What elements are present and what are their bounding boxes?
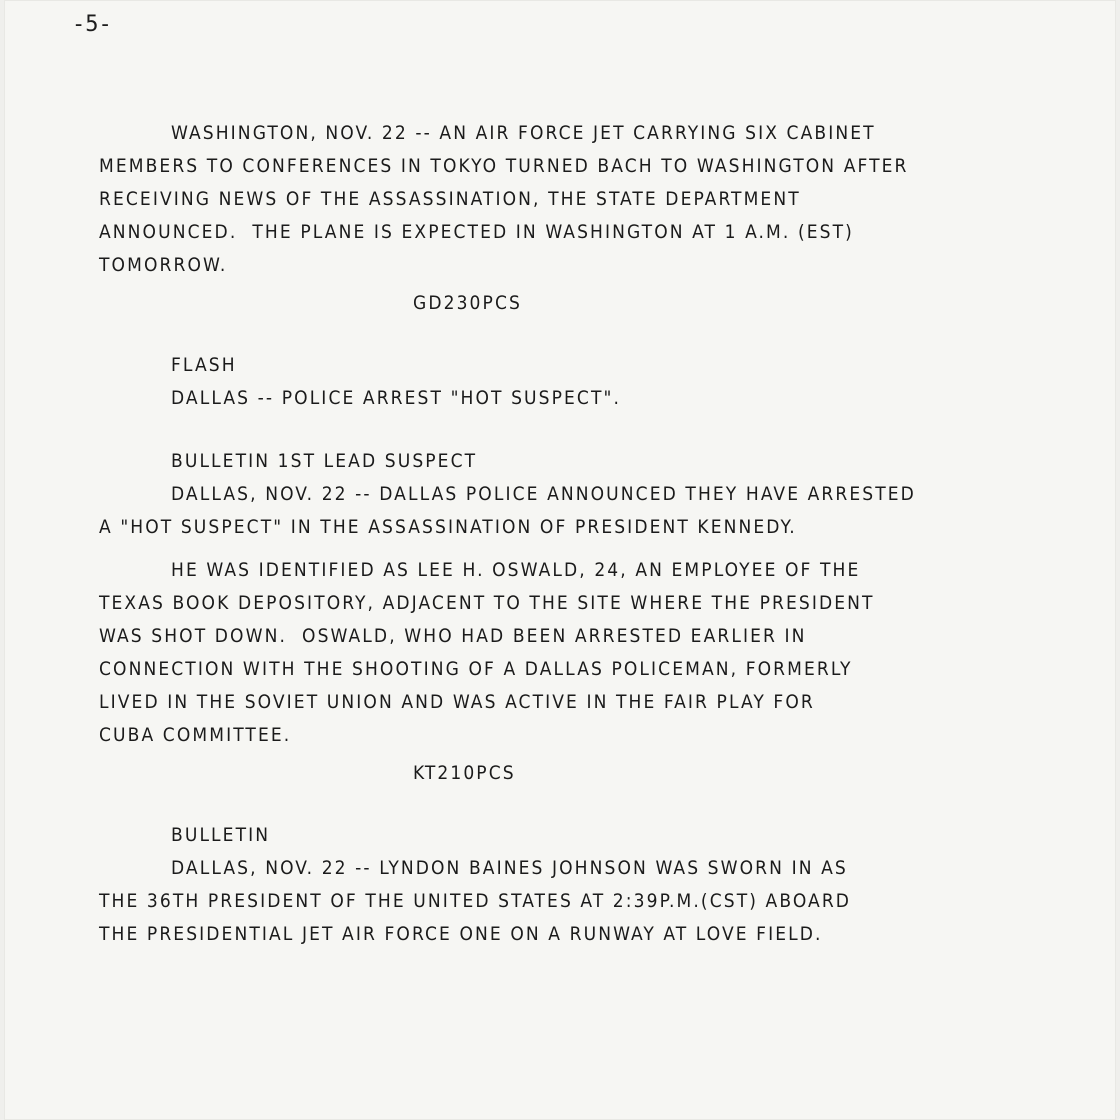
bulletin-label: BULLETIN <box>171 824 271 846</box>
story-washington <box>99 117 1059 320</box>
story-line: HE WAS IDENTIFIED AS LEE H. OSWALD, 24, AN EMPLOYEE OF THE <box>171 559 861 581</box>
story-line: CUBA COMMITTEE. <box>99 724 292 746</box>
slug-code: KT210PCS <box>413 762 516 784</box>
story-line: MEMBERS TO CONFERENCES IN TOKYO TURNED BACH TO WASHINGTON AFTER <box>99 155 909 177</box>
story-line: RECEIVING NEWS OF THE ASSASSINATION, THE STATE DEPARTMENT <box>99 188 801 210</box>
story-line: CONNECTION WITH THE SHOOTING OF A DALLAS POLICEMAN, FORMERLY <box>99 658 853 680</box>
slug-code: GD230PCS <box>413 292 522 314</box>
story-line: THE PRESIDENTIAL JET AIR FORCE ONE ON A RUNWAY AT LOVE FIELD. <box>99 923 823 945</box>
flash-label: FLASH <box>171 354 237 376</box>
story-flash <box>99 349 1059 415</box>
story-bulletin-suspect <box>99 445 1059 790</box>
flash-text: DALLAS -- POLICE ARREST "HOT SUSPECT". <box>171 387 621 409</box>
story-line: LIVED IN THE SOVIET UNION AND WAS ACTIVE IN THE FAIR PLAY FOR <box>99 691 815 713</box>
story-line: THE 36TH PRESIDENT OF THE UNITED STATES AT 2:39P.M.(CST) ABOARD <box>99 890 852 912</box>
story-bulletin-johnson <box>99 819 1059 951</box>
teletype-page <box>4 0 1116 1120</box>
page-number: -5- <box>72 12 112 37</box>
story-line: DALLAS, NOV. 22 -- DALLAS POLICE ANNOUNCED THEY HAVE ARRESTED <box>171 483 916 505</box>
story-line: A "HOT SUSPECT" IN THE ASSASSINATION OF PRESIDENT KENNEDY. <box>99 516 797 538</box>
news-wire-text <box>99 117 1059 951</box>
story-line: ANNOUNCED. THE PLANE IS EXPECTED IN WASHINGTON AT 1 A.M. (EST) <box>99 221 854 243</box>
story-line: TEXAS BOOK DEPOSITORY, ADJACENT TO THE SITE WHERE THE PRESIDENT <box>99 592 875 614</box>
story-line: WAS SHOT DOWN. OSWALD, WHO HAD BEEN ARRESTED EARLIER IN <box>99 625 807 647</box>
story-line: WASHINGTON, NOV. 22 -- AN AIR FORCE JET CARRYING SIX CABINET <box>171 122 876 144</box>
story-line: DALLAS, NOV. 22 -- LYNDON BAINES JOHNSON WAS SWORN IN AS <box>171 857 848 879</box>
bulletin-label: BULLETIN 1ST LEAD SUSPECT <box>171 450 478 472</box>
story-line: TOMORROW. <box>99 254 228 276</box>
